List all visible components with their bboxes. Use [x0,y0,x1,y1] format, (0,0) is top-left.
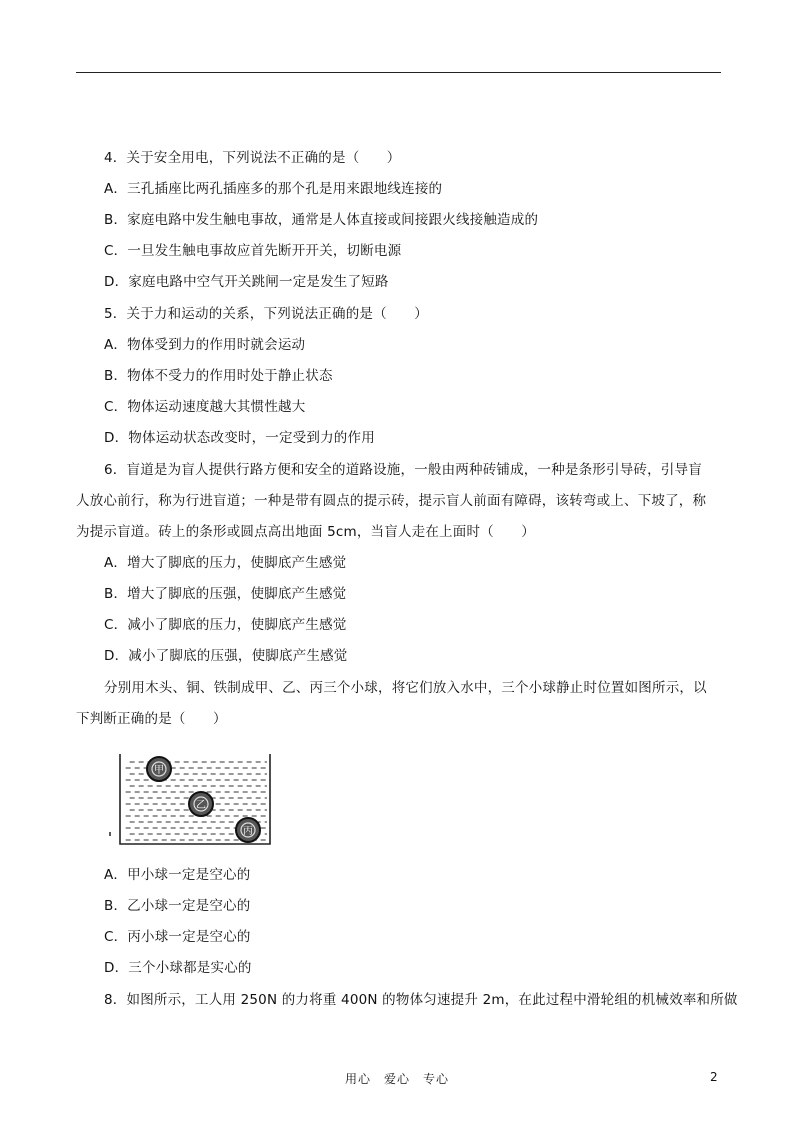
ball-label: 乙 [196,800,206,811]
page-number: 2 [710,1070,718,1084]
question-text: 6．盲道是为盲人提供行路方便和安全的道路设施，一般由两种砖铺成，一种是条形引导砖，引导盲 [104,462,702,478]
answer-option: C．减小了脚底的压力，使脚底产生感觉 [104,617,347,633]
answer-option: B．乙小球一定是空心的 [104,898,251,914]
answer-option: A．甲小球一定是空心的 [104,867,251,883]
ball-label: 丙 [243,826,253,837]
question-text: 8．如图所示，工人用 250N 的力将重 400N 的物体匀速提升 2m，在此过程中滑轮组的机械效率和所做 [104,992,738,1008]
answer-option: C．一旦发生触电事故应首先断开开关，切断电源 [104,243,402,259]
answer-option: A．增大了脚底的压力，使脚底产生感觉 [104,555,347,571]
answer-option: C．物体运动速度越大其惯性越大 [104,399,306,415]
answer-option: A．物体受到力的作用时就会运动 [104,337,306,353]
footer-motto: 用心 爱心 专心 [344,1072,449,1086]
ball-jia [147,757,171,781]
ball-label: 甲 [154,765,164,776]
answer-option: B．物体不受力的作用时处于静止状态 [104,368,333,384]
ball-yi [189,792,213,816]
question-text: 分别用木头、铜、铁制成甲、乙、丙三个小球，将它们放入水中，三个小球静止时位置如图所示，以 [104,680,707,696]
answer-option: A．三孔插座比两孔插座多的那个孔是用来跟地线连接的 [104,181,443,197]
water-tank-figure [108,752,274,848]
ball-bing [236,818,260,842]
answer-option: B．增大了脚底的压强，使脚底产生感觉 [104,586,347,602]
question-continuation: 下判断正确的是（ ） [76,711,227,727]
question-text: 5．关于力和运动的关系，下列说法正确的是（ ） [104,306,428,322]
answer-option: C．丙小球一定是空心的 [104,929,251,945]
answer-option: D．减小了脚底的压强，使脚底产生感觉 [104,648,348,664]
header-rule [76,72,721,73]
question-text: 4．关于安全用电，下列说法不正确的是（ ） [104,150,401,166]
answer-option: D．物体运动状态改变时，一定受到力的作用 [104,430,375,446]
question-continuation: 为提示盲道。砖上的条形或圆点高出地面 5cm，当盲人走在上面时（ ） [76,524,535,540]
answer-option: D．三个小球都是实心的 [104,960,252,976]
answer-option: D．家庭电路中空气开关跳闸一定是发生了短路 [104,274,389,290]
answer-option: B．家庭电路中发生触电事故，通常是人体直接或间接跟火线接触造成的 [104,212,539,228]
question-continuation: 人放心前行，称为行进盲道；一种是带有圆点的提示砖，提示盲人前面有障碍，该转弯或上、下坡了，称 [76,493,707,509]
